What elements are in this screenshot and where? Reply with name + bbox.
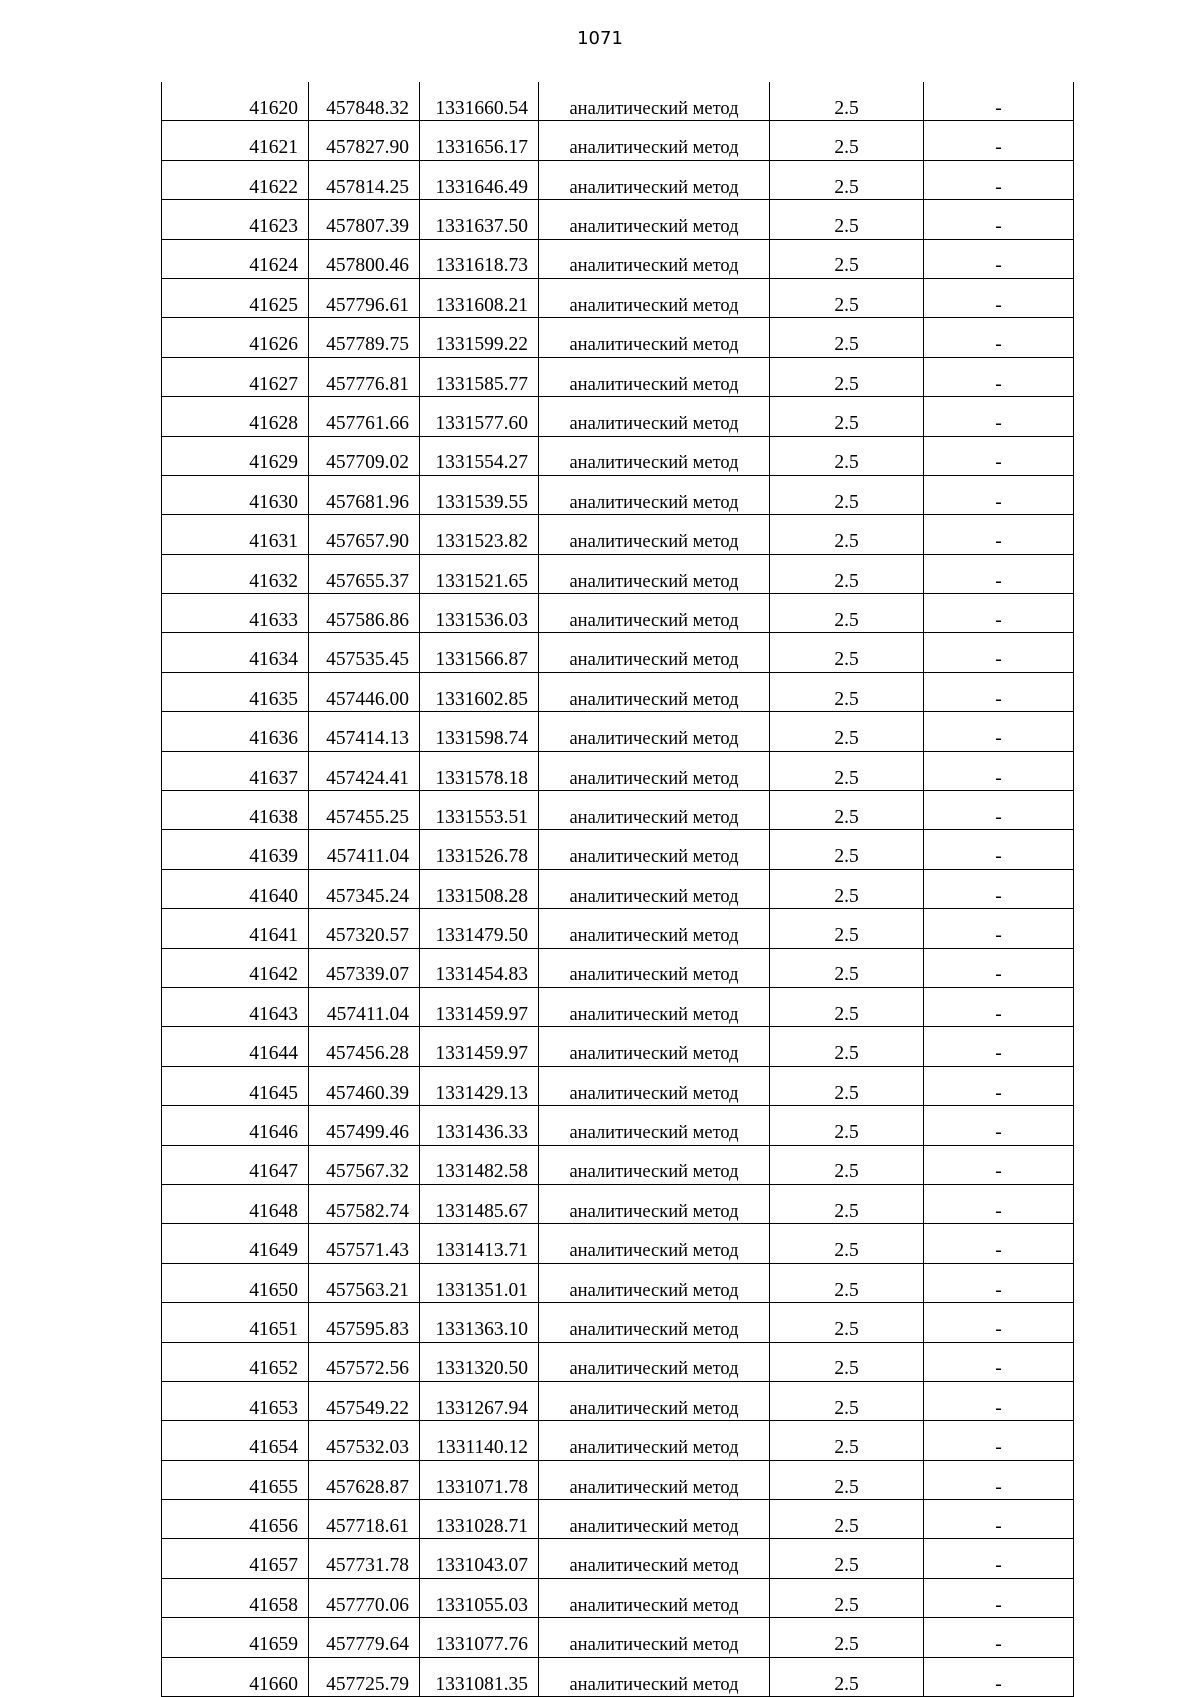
x-coordinate-cell: 457563.21 [309,1263,420,1302]
x-coordinate-cell: 457709.02 [309,436,420,475]
method-cell: аналитический метод [539,515,770,554]
point-number-cell: 41657 [162,1539,309,1578]
point-number-cell: 41643 [162,987,309,1026]
table-row [162,318,1074,357]
method-cell: аналитический метод [539,554,770,593]
point-number-cell: 41647 [162,1145,309,1184]
accuracy-cell: 2.5 [770,239,924,278]
accuracy-cell: 2.5 [770,121,924,160]
note-cell: - [924,1342,1074,1381]
point-number-cell: 41649 [162,1224,309,1263]
method-cell: аналитический метод [539,278,770,317]
y-coordinate-cell: 1331081.35 [420,1657,539,1696]
accuracy-cell: 2.5 [770,909,924,948]
x-coordinate-cell: 457455.25 [309,791,420,830]
accuracy-cell: 2.5 [770,1381,924,1420]
x-coordinate-cell: 457779.64 [309,1618,420,1657]
point-number-cell: 41632 [162,554,309,593]
table-row [162,82,1074,121]
y-coordinate-cell: 1331055.03 [420,1578,539,1617]
note-cell: - [924,869,1074,908]
y-coordinate-cell: 1331566.87 [420,633,539,672]
table-row [162,594,1074,633]
accuracy-cell: 2.5 [770,987,924,1026]
method-cell: аналитический метод [539,830,770,869]
point-number-cell: 41640 [162,869,309,908]
method-cell: аналитический метод [539,1027,770,1066]
table-row [162,200,1074,239]
x-coordinate-cell: 457320.57 [309,909,420,948]
x-coordinate-cell: 457770.06 [309,1578,420,1617]
note-cell: - [924,751,1074,790]
accuracy-cell: 2.5 [770,1184,924,1223]
y-coordinate-cell: 1331523.82 [420,515,539,554]
x-coordinate-cell: 457572.56 [309,1342,420,1381]
method-cell: аналитический метод [539,1224,770,1263]
x-coordinate-cell: 457424.41 [309,751,420,790]
y-coordinate-cell: 1331454.83 [420,948,539,987]
point-number-cell: 41652 [162,1342,309,1381]
point-number-cell: 41634 [162,633,309,672]
note-cell: - [924,1106,1074,1145]
method-cell: аналитический метод [539,1657,770,1696]
x-coordinate-cell: 457345.24 [309,869,420,908]
note-cell: - [924,1027,1074,1066]
point-number-cell: 41630 [162,475,309,514]
table-row [162,712,1074,751]
accuracy-cell: 2.5 [770,1066,924,1105]
accuracy-cell: 2.5 [770,357,924,396]
point-number-cell: 41622 [162,160,309,199]
y-coordinate-cell: 1331508.28 [420,869,539,908]
point-number-cell: 41629 [162,436,309,475]
y-coordinate-cell: 1331585.77 [420,357,539,396]
note-cell: - [924,121,1074,160]
accuracy-cell: 2.5 [770,1027,924,1066]
y-coordinate-cell: 1331526.78 [420,830,539,869]
accuracy-cell: 2.5 [770,1460,924,1499]
x-coordinate-cell: 457761.66 [309,397,420,436]
accuracy-cell: 2.5 [770,1578,924,1617]
point-number-cell: 41641 [162,909,309,948]
y-coordinate-cell: 1331646.49 [420,160,539,199]
y-coordinate-cell: 1331578.18 [420,751,539,790]
y-coordinate-cell: 1331413.71 [420,1224,539,1263]
point-number-cell: 41621 [162,121,309,160]
point-number-cell: 41651 [162,1303,309,1342]
point-number-cell: 41656 [162,1500,309,1539]
y-coordinate-cell: 1331618.73 [420,239,539,278]
x-coordinate-cell: 457718.61 [309,1500,420,1539]
table-row [162,554,1074,593]
point-number-cell: 41625 [162,278,309,317]
table-row [162,239,1074,278]
x-coordinate-cell: 457827.90 [309,121,420,160]
y-coordinate-cell: 1331553.51 [420,791,539,830]
x-coordinate-cell: 457776.81 [309,357,420,396]
y-coordinate-cell: 1331554.27 [420,436,539,475]
x-coordinate-cell: 457628.87 [309,1460,420,1499]
accuracy-cell: 2.5 [770,397,924,436]
x-coordinate-cell: 457814.25 [309,160,420,199]
point-number-cell: 41638 [162,791,309,830]
method-cell: аналитический метод [539,318,770,357]
note-cell: - [924,1263,1074,1302]
method-cell: аналитический метод [539,239,770,278]
x-coordinate-cell: 457535.45 [309,633,420,672]
table-row [162,1066,1074,1105]
note-cell: - [924,791,1074,830]
table-row [162,633,1074,672]
y-coordinate-cell: 1331482.58 [420,1145,539,1184]
x-coordinate-cell: 457456.28 [309,1027,420,1066]
point-number-cell: 41650 [162,1263,309,1302]
method-cell: аналитический метод [539,1184,770,1223]
table-row [162,1618,1074,1657]
x-coordinate-cell: 457800.46 [309,239,420,278]
y-coordinate-cell: 1331485.67 [420,1184,539,1223]
note-cell: - [924,160,1074,199]
x-coordinate-cell: 457731.78 [309,1539,420,1578]
x-coordinate-cell: 457339.07 [309,948,420,987]
x-coordinate-cell: 457725.79 [309,1657,420,1696]
accuracy-cell: 2.5 [770,200,924,239]
note-cell: - [924,357,1074,396]
y-coordinate-cell: 1331637.50 [420,200,539,239]
method-cell: аналитический метод [539,633,770,672]
x-coordinate-cell: 457655.37 [309,554,420,593]
method-cell: аналитический метод [539,1066,770,1105]
table-row [162,672,1074,711]
y-coordinate-cell: 1331071.78 [420,1460,539,1499]
accuracy-cell: 2.5 [770,1145,924,1184]
y-coordinate-cell: 1331077.76 [420,1618,539,1657]
method-cell: аналитический метод [539,751,770,790]
x-coordinate-cell: 457411.04 [309,830,420,869]
table-row [162,1184,1074,1223]
point-number-cell: 41631 [162,515,309,554]
point-number-cell: 41626 [162,318,309,357]
x-coordinate-cell: 457657.90 [309,515,420,554]
table-row [162,830,1074,869]
note-cell: - [924,397,1074,436]
point-number-cell: 41648 [162,1184,309,1223]
table-row [162,475,1074,514]
accuracy-cell: 2.5 [770,1539,924,1578]
accuracy-cell: 2.5 [770,1224,924,1263]
note-cell: - [924,475,1074,514]
point-number-cell: 41642 [162,948,309,987]
y-coordinate-cell: 1331608.21 [420,278,539,317]
accuracy-cell: 2.5 [770,1421,924,1460]
accuracy-cell: 2.5 [770,82,924,121]
table-row [162,121,1074,160]
point-number-cell: 41660 [162,1657,309,1696]
point-number-cell: 41635 [162,672,309,711]
method-cell: аналитический метод [539,672,770,711]
x-coordinate-cell: 457796.61 [309,278,420,317]
table-row [162,751,1074,790]
table-row [162,909,1074,948]
accuracy-cell: 2.5 [770,1342,924,1381]
note-cell: - [924,948,1074,987]
table-row [162,160,1074,199]
point-number-cell: 41637 [162,751,309,790]
table-row [162,1539,1074,1578]
note-cell: - [924,554,1074,593]
method-cell: аналитический метод [539,1145,770,1184]
table-row [162,1027,1074,1066]
method-cell: аналитический метод [539,791,770,830]
accuracy-cell: 2.5 [770,1657,924,1696]
y-coordinate-cell: 1331479.50 [420,909,539,948]
accuracy-cell: 2.5 [770,436,924,475]
y-coordinate-cell: 1331539.55 [420,475,539,514]
method-cell: аналитический метод [539,475,770,514]
method-cell: аналитический метод [539,121,770,160]
accuracy-cell: 2.5 [770,160,924,199]
method-cell: аналитический метод [539,1303,770,1342]
accuracy-cell: 2.5 [770,672,924,711]
point-number-cell: 41624 [162,239,309,278]
method-cell: аналитический метод [539,1618,770,1657]
method-cell: аналитический метод [539,948,770,987]
table-row [162,1303,1074,1342]
accuracy-cell: 2.5 [770,554,924,593]
table-row [162,1381,1074,1420]
method-cell: аналитический метод [539,160,770,199]
y-coordinate-cell: 1331351.01 [420,1263,539,1302]
table-row [162,869,1074,908]
y-coordinate-cell: 1331043.07 [420,1539,539,1578]
x-coordinate-cell: 457567.32 [309,1145,420,1184]
table-row [162,1263,1074,1302]
coordinates-table-container [161,82,1074,1697]
x-coordinate-cell: 457789.75 [309,318,420,357]
y-coordinate-cell: 1331028.71 [420,1500,539,1539]
point-number-cell: 41653 [162,1381,309,1420]
note-cell: - [924,1066,1074,1105]
table-row [162,1145,1074,1184]
x-coordinate-cell: 457582.74 [309,1184,420,1223]
note-cell: - [924,633,1074,672]
accuracy-cell: 2.5 [770,751,924,790]
accuracy-cell: 2.5 [770,515,924,554]
accuracy-cell: 2.5 [770,475,924,514]
method-cell: аналитический метод [539,200,770,239]
note-cell: - [924,712,1074,751]
note-cell: - [924,1421,1074,1460]
note-cell: - [924,436,1074,475]
method-cell: аналитический метод [539,712,770,751]
x-coordinate-cell: 457595.83 [309,1303,420,1342]
table-row [162,1224,1074,1263]
note-cell: - [924,1145,1074,1184]
y-coordinate-cell: 1331429.13 [420,1066,539,1105]
accuracy-cell: 2.5 [770,1303,924,1342]
note-cell: - [924,1460,1074,1499]
y-coordinate-cell: 1331459.97 [420,1027,539,1066]
method-cell: аналитический метод [539,909,770,948]
point-number-cell: 41623 [162,200,309,239]
note-cell: - [924,672,1074,711]
table-row [162,1657,1074,1696]
y-coordinate-cell: 1331521.65 [420,554,539,593]
accuracy-cell: 2.5 [770,869,924,908]
table-row [162,1500,1074,1539]
x-coordinate-cell: 457549.22 [309,1381,420,1420]
x-coordinate-cell: 457532.03 [309,1421,420,1460]
point-number-cell: 41644 [162,1027,309,1066]
x-coordinate-cell: 457848.32 [309,82,420,121]
method-cell: аналитический метод [539,1263,770,1302]
table-row [162,1421,1074,1460]
y-coordinate-cell: 1331140.12 [420,1421,539,1460]
accuracy-cell: 2.5 [770,1500,924,1539]
point-number-cell: 41628 [162,397,309,436]
table-row [162,791,1074,830]
method-cell: аналитический метод [539,869,770,908]
accuracy-cell: 2.5 [770,633,924,672]
y-coordinate-cell: 1331660.54 [420,82,539,121]
y-coordinate-cell: 1331320.50 [420,1342,539,1381]
point-number-cell: 41646 [162,1106,309,1145]
x-coordinate-cell: 457460.39 [309,1066,420,1105]
note-cell: - [924,1539,1074,1578]
method-cell: аналитический метод [539,594,770,633]
note-cell: - [924,830,1074,869]
point-number-cell: 41627 [162,357,309,396]
method-cell: аналитический метод [539,1578,770,1617]
y-coordinate-cell: 1331436.33 [420,1106,539,1145]
point-number-cell: 41636 [162,712,309,751]
x-coordinate-cell: 457414.13 [309,712,420,751]
note-cell: - [924,1657,1074,1696]
note-cell: - [924,1578,1074,1617]
point-number-cell: 41633 [162,594,309,633]
note-cell: - [924,987,1074,1026]
note-cell: - [924,318,1074,357]
accuracy-cell: 2.5 [770,1106,924,1145]
accuracy-cell: 2.5 [770,948,924,987]
method-cell: аналитический метод [539,1421,770,1460]
table-row [162,397,1074,436]
page-number: 1071 [577,28,623,49]
point-number-cell: 41659 [162,1618,309,1657]
point-number-cell: 41655 [162,1460,309,1499]
table-row [162,357,1074,396]
point-number-cell: 41654 [162,1421,309,1460]
note-cell: - [924,1303,1074,1342]
note-cell: - [924,239,1074,278]
point-number-cell: 41639 [162,830,309,869]
note-cell: - [924,82,1074,121]
point-number-cell: 41658 [162,1578,309,1617]
table-row [162,948,1074,987]
table-row [162,987,1074,1026]
note-cell: - [924,909,1074,948]
accuracy-cell: 2.5 [770,830,924,869]
method-cell: аналитический метод [539,1381,770,1420]
method-cell: аналитический метод [539,82,770,121]
method-cell: аналитический метод [539,1460,770,1499]
table-row [162,278,1074,317]
point-number-cell: 41620 [162,82,309,121]
y-coordinate-cell: 1331363.10 [420,1303,539,1342]
method-cell: аналитический метод [539,397,770,436]
note-cell: - [924,1184,1074,1223]
y-coordinate-cell: 1331577.60 [420,397,539,436]
accuracy-cell: 2.5 [770,791,924,830]
x-coordinate-cell: 457499.46 [309,1106,420,1145]
x-coordinate-cell: 457411.04 [309,987,420,1026]
accuracy-cell: 2.5 [770,1618,924,1657]
x-coordinate-cell: 457446.00 [309,672,420,711]
accuracy-cell: 2.5 [770,278,924,317]
x-coordinate-cell: 457681.96 [309,475,420,514]
method-cell: аналитический метод [539,1539,770,1578]
method-cell: аналитический метод [539,1500,770,1539]
method-cell: аналитический метод [539,987,770,1026]
y-coordinate-cell: 1331536.03 [420,594,539,633]
note-cell: - [924,1381,1074,1420]
method-cell: аналитический метод [539,1342,770,1381]
x-coordinate-cell: 457571.43 [309,1224,420,1263]
table-row [162,1460,1074,1499]
note-cell: - [924,200,1074,239]
note-cell: - [924,1224,1074,1263]
accuracy-cell: 2.5 [770,712,924,751]
accuracy-cell: 2.5 [770,1263,924,1302]
point-number-cell: 41645 [162,1066,309,1105]
x-coordinate-cell: 457807.39 [309,200,420,239]
table-row [162,515,1074,554]
coordinates-table [161,82,1074,1697]
note-cell: - [924,1500,1074,1539]
y-coordinate-cell: 1331599.22 [420,318,539,357]
method-cell: аналитический метод [539,436,770,475]
table-row [162,436,1074,475]
note-cell: - [924,594,1074,633]
y-coordinate-cell: 1331602.85 [420,672,539,711]
table-row [162,1106,1074,1145]
note-cell: - [924,278,1074,317]
accuracy-cell: 2.5 [770,318,924,357]
table-row [162,1342,1074,1381]
y-coordinate-cell: 1331656.17 [420,121,539,160]
x-coordinate-cell: 457586.86 [309,594,420,633]
coordinates-table-body [162,82,1074,1697]
method-cell: аналитический метод [539,1106,770,1145]
y-coordinate-cell: 1331598.74 [420,712,539,751]
method-cell: аналитический метод [539,357,770,396]
note-cell: - [924,515,1074,554]
table-row [162,1578,1074,1617]
note-cell: - [924,1618,1074,1657]
y-coordinate-cell: 1331267.94 [420,1381,539,1420]
accuracy-cell: 2.5 [770,594,924,633]
y-coordinate-cell: 1331459.97 [420,987,539,1026]
